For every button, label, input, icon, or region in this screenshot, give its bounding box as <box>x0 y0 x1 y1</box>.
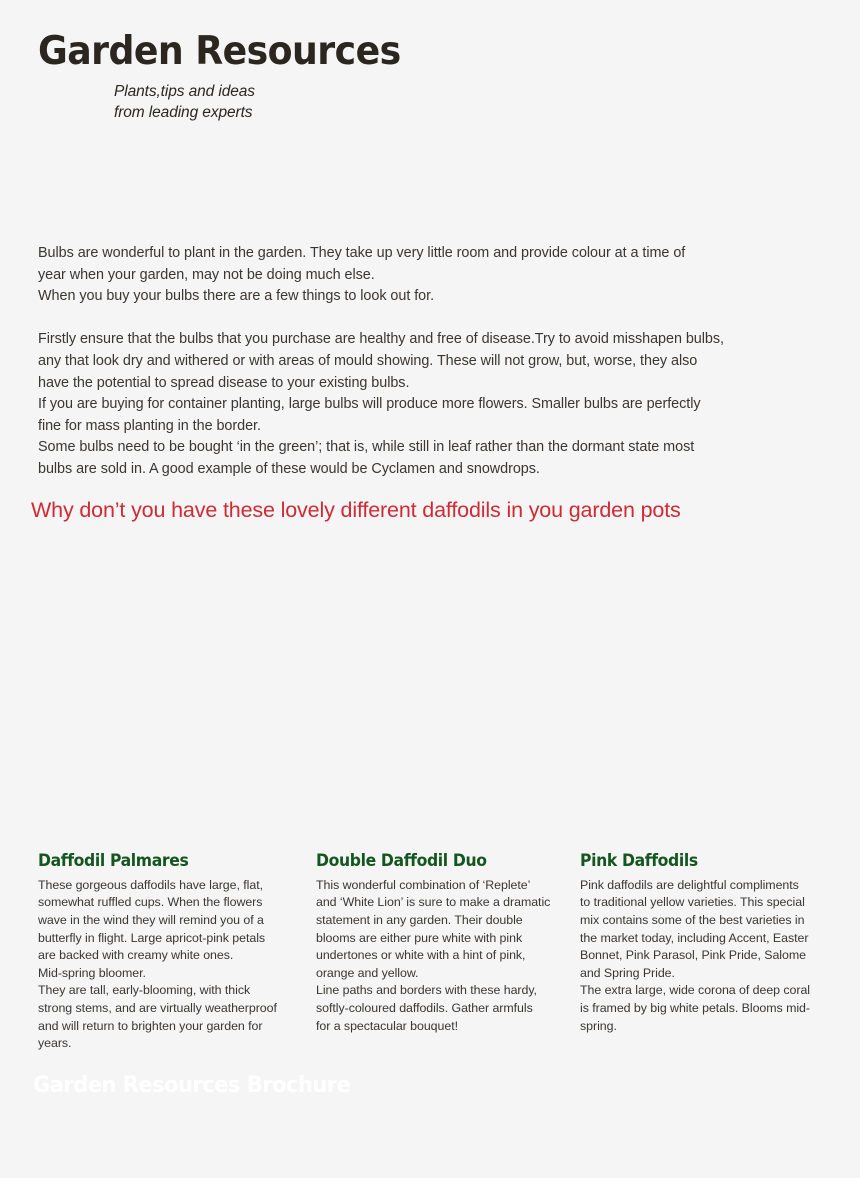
intro-p2-line-7: bulbs are sold in. A good example of these would be Cyclamen and snowdrops. <box>38 460 540 477</box>
variety-line: blooms are either pure white with pink <box>316 930 523 945</box>
footer-brochure-label: Garden Resources Brochure <box>33 1072 351 1098</box>
variety-column-double-daffodil-duo <box>316 853 578 1035</box>
variety-line: softly-coloured daffodils. Gather armfuls <box>316 1001 533 1015</box>
intro-p1-line-1: Bulbs are wonderful to plant in the garden. They take up very little room and provide colour at a time of <box>38 245 686 261</box>
page-title: Garden Resources <box>38 29 401 74</box>
variety-line: Bonnet, Pink Parasol, Pink Pride, Salome <box>580 948 806 963</box>
intro-p2-line-4: If you are buying for container planting, large bulbs will produce more flowers. Smaller bulbs are perfectly <box>38 396 701 413</box>
variety-column-pink-daffodils <box>580 853 842 1035</box>
variety-line: and Spring Pride. <box>580 965 675 980</box>
variety-line: somewhat ruffled cups. When the flowers <box>38 895 263 910</box>
variety-heading: Double Daffodil Duo <box>316 851 487 871</box>
variety-line: is framed by big white petals. Blooms mid- <box>580 1001 810 1015</box>
variety-columns <box>38 853 838 1058</box>
variety-column-daffodil-palmares <box>38 853 300 1053</box>
variety-line: spring. <box>580 1018 617 1033</box>
variety-heading: Pink Daffodils <box>580 851 698 871</box>
variety-line: Mid-spring bloomer. <box>38 965 146 980</box>
gallery-image-placeholder-3 <box>573 545 828 835</box>
variety-line: to traditional yellow varieties. This special <box>580 895 805 910</box>
variety-line: mix contains some of the best varieties in <box>580 913 805 928</box>
daffodil-image-gallery <box>38 545 828 835</box>
variety-line: and ‘White Lion’ is sure to make a dramatic <box>316 895 551 910</box>
masthead <box>38 29 818 124</box>
intro-p2-line-6: Some bulbs need to be bought ‘in the green’; that is, while still in leaf rather than the dormant state most <box>38 439 695 456</box>
intro-paragraph-2 <box>38 329 828 480</box>
intro-paragraph-1 <box>38 243 828 308</box>
variety-description <box>580 877 842 1035</box>
intro-p2-line-5: fine for mass planting in the border. <box>38 417 261 434</box>
variety-line: and will return to brighten your garden for <box>38 1018 263 1033</box>
variety-line: statement in any garden. Their double <box>316 913 523 928</box>
variety-line: Line paths and borders with these hardy, <box>316 983 537 998</box>
variety-line: This wonderful combination of ‘Replete’ <box>316 877 531 892</box>
variety-heading: Daffodil Palmares <box>38 851 189 871</box>
tagline-line-2: from leading experts <box>114 104 253 122</box>
variety-line: orange and yellow. <box>316 965 419 980</box>
intro-p2-line-3: have the potential to spread disease to your existing bulbs. <box>38 374 410 391</box>
intro-p1-line-3: When you buy your bulbs there are a few things to look out for. <box>38 288 435 305</box>
variety-line: wave in the wind they will remind you of a <box>38 913 264 928</box>
variety-line: strong stems, and are virtually weatherproof <box>38 1001 277 1015</box>
intro-p2-line-2: any that look dry and withered or with areas of mould showing. These will not grow, but, worse, they also <box>38 352 698 369</box>
variety-line: the market today, including Accent, Easter <box>580 930 809 945</box>
variety-line: The extra large, wide corona of deep coral <box>580 983 811 998</box>
variety-description <box>316 877 578 1035</box>
variety-line: butterfly in flight. Large apricot-pink petals <box>38 930 266 945</box>
gallery-image-placeholder-2 <box>305 545 560 835</box>
variety-line: They are tall, early-blooming, with thick <box>38 983 251 998</box>
tagline-line-1: Plants,tips and ideas <box>114 82 255 100</box>
variety-line: Pink daffodils are delightful compliments <box>580 877 799 892</box>
gallery-image-placeholder-1 <box>38 545 293 835</box>
tagline <box>114 81 818 124</box>
variety-line: years. <box>38 1036 72 1051</box>
intro-p1-line-2: year when your garden, may not be doing much else. <box>38 266 375 283</box>
intro-p2-line-1: Firstly ensure that the bulbs that you purchase are healthy and free of disease.Try to avoid misshapen bulbs, <box>38 331 724 348</box>
intro-copy <box>38 243 828 481</box>
variety-line: are backed with creamy white ones. <box>38 948 234 963</box>
variety-description <box>38 877 300 1053</box>
feature-headline: Why don’t you have these lovely different daffodils in you garden pots <box>31 498 681 522</box>
variety-line: These gorgeous daffodils have large, flat, <box>38 877 263 892</box>
variety-line: for a spectacular bouquet! <box>316 1018 458 1033</box>
variety-line: undertones or white with a hint of pink, <box>316 948 526 963</box>
